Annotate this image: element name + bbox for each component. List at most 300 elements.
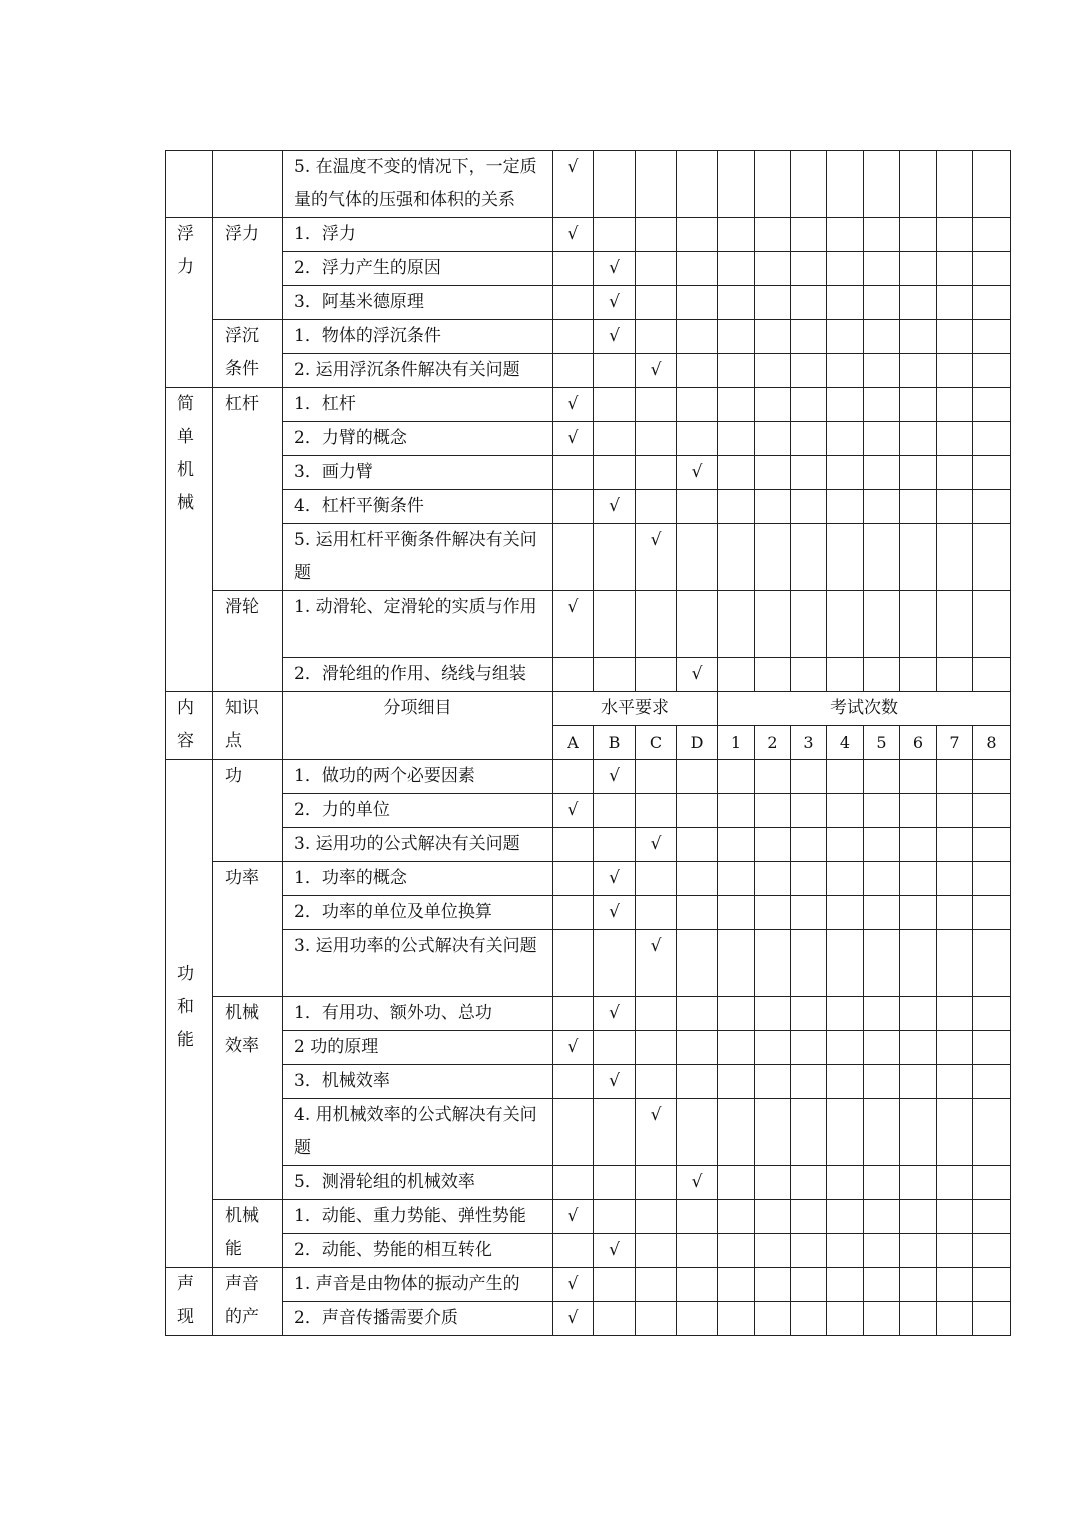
exam-3-cell [791,658,827,692]
check-mark: √ [567,1037,579,1057]
exam-6-cell [900,1031,937,1065]
exam-8-cell [973,828,1011,862]
item-cell: 1．做功的两个必要因素 [283,760,553,794]
level-b-cell [594,760,636,794]
exam-8-cell [973,1268,1011,1302]
exam-4-cell [827,862,864,896]
level-d-cell [677,490,718,524]
item-cell: 2．浮力产生的原因 [283,252,553,286]
item-cell: 2．力的单位 [283,794,553,828]
exam-3: 3 [791,726,827,760]
check-mark: √ [691,664,703,684]
exam-7-cell [937,828,973,862]
header-row [166,692,1011,726]
level-d-cell [677,456,718,490]
exam-7-cell [937,1166,973,1200]
exam-7-cell [937,286,973,320]
exam-1-cell [718,490,755,524]
level-d-cell [677,524,718,591]
level-b-cell [594,896,636,930]
check-mark: √ [567,224,579,244]
exam-8-cell [973,320,1011,354]
exam-6-cell [900,997,937,1031]
exam-1-cell [718,1031,755,1065]
exam-5-cell [864,252,900,286]
exam-8-cell [973,1031,1011,1065]
exam-3-cell [791,1200,827,1234]
check-mark: √ [567,394,579,414]
exam-7-cell [937,760,973,794]
exam-8-cell [973,930,1011,997]
exam-8-cell [973,524,1011,591]
content-cell [166,1268,213,1336]
level-d-cell [677,151,718,218]
exam-7-cell [937,218,973,252]
exam-5-cell [864,930,900,997]
check-mark: √ [609,496,620,516]
exam-3-cell [791,1166,827,1200]
exam-6-cell [900,1200,937,1234]
level-b-cell [594,354,636,388]
level-a-cell [553,354,594,388]
exam-1-cell [718,794,755,828]
level-b-cell [594,1031,636,1065]
level-d-cell [677,1166,718,1200]
content-cell [166,218,213,388]
exam-2-cell [755,1166,791,1200]
table-row [166,1268,1011,1302]
item-cell: 3. 运用功的公式解决有关问题 [283,828,553,862]
content-label: 简单机械 [177,394,194,513]
level-a-cell [553,252,594,286]
item-cell: 3. 运用功率的公式解决有关问题 [283,930,553,997]
exam-5-cell [864,1031,900,1065]
exam-7-cell [937,1200,973,1234]
exam-7-cell [937,997,973,1031]
exam-1: 1 [718,726,755,760]
item-cell: 5. 运用杠杆平衡条件解决有关问题 [283,524,553,591]
exam-7-cell [937,1099,973,1166]
exam-6-cell [900,1166,937,1200]
exam-4-cell [827,1234,864,1268]
level-c-cell [636,862,677,896]
header-content [166,692,213,760]
table-row [166,320,1011,354]
exam-6-cell [900,218,937,252]
check-mark: √ [609,1071,620,1091]
level-a-cell [553,760,594,794]
check-mark: √ [609,766,620,786]
exam-6-cell [900,896,937,930]
point-cell [213,1268,283,1336]
exam-8-cell [973,1234,1011,1268]
exam-8-cell [973,591,1011,658]
exam-7-cell [937,354,973,388]
exam-1-cell [718,286,755,320]
exam-7-cell [937,320,973,354]
exam-1-cell [718,930,755,997]
exam-1-cell [718,1166,755,1200]
level-a-cell [553,1234,594,1268]
level-b-cell [594,828,636,862]
level-c-cell [636,658,677,692]
exam-3-cell [791,997,827,1031]
item-cell: 3．画力臂 [283,456,553,490]
level-c-cell [636,1166,677,1200]
exam-8-cell [973,286,1011,320]
exam-8-cell [973,658,1011,692]
exam-4-cell [827,320,864,354]
exam-7-cell [937,1302,973,1336]
exam-4-cell [827,388,864,422]
exam-3-cell [791,388,827,422]
exam-4-cell [827,354,864,388]
exam-5-cell [864,794,900,828]
exam-3-cell [791,591,827,658]
level-c-cell [636,828,677,862]
table-row [166,1031,1011,1065]
item-cell: 1．杠杆 [283,388,553,422]
level-a-cell [553,997,594,1031]
exam-2-cell [755,1234,791,1268]
point-cell [213,1200,283,1268]
level-d-cell [677,1065,718,1099]
level-c-cell [636,320,677,354]
exam-2-cell [755,794,791,828]
check-mark: √ [650,360,662,380]
level-a-cell [553,1065,594,1099]
exam-4-cell [827,1268,864,1302]
level-b-cell [594,997,636,1031]
exam-4-cell [827,490,864,524]
level-c-cell [636,591,677,658]
exam-6-cell [900,794,937,828]
level-a-cell [553,1031,594,1065]
table-row [166,388,1011,422]
exam-2-cell [755,1031,791,1065]
level-d-cell [677,252,718,286]
level-b-cell [594,1065,636,1099]
exam-3-cell [791,286,827,320]
exam-6-cell [900,151,937,218]
exam-5-cell [864,862,900,896]
exam-8-cell [973,862,1011,896]
level-c-cell [636,422,677,456]
point-label: 声音的产 [225,1274,259,1327]
level-a-cell [553,862,594,896]
check-mark: √ [609,868,620,888]
exam-6-cell [900,658,937,692]
exam-8-cell [973,151,1011,218]
exam-7-cell [937,422,973,456]
exam-5-cell [864,591,900,658]
table-row [166,1099,1011,1166]
level-c-cell [636,1302,677,1336]
point-label: 浮力 [225,224,259,244]
exam-2-cell [755,760,791,794]
item-cell: 1．浮力 [283,218,553,252]
exam-5-cell [864,828,900,862]
level-b-cell [594,286,636,320]
level-b-cell [594,930,636,997]
level-a-cell [553,896,594,930]
exam-6-cell [900,1065,937,1099]
exam-6-cell [900,354,937,388]
exam-4-cell [827,658,864,692]
exam-8-cell [973,1302,1011,1336]
point-label: 功率 [225,868,259,888]
exam-6-cell [900,456,937,490]
point-cell [213,591,283,692]
item-cell: 4. 用机械效率的公式解决有关问题 [283,1099,553,1166]
item-cell: 3．阿基米德原理 [283,286,553,320]
header-point [213,692,283,760]
exam-5-cell [864,218,900,252]
exam-5-cell [864,760,900,794]
exam-8-cell [973,997,1011,1031]
item-cell: 1．物体的浮沉条件 [283,320,553,354]
exam-2-cell [755,388,791,422]
level-b: B [594,726,636,760]
level-d-cell [677,1268,718,1302]
level-d-cell [677,997,718,1031]
exam-6-cell [900,286,937,320]
level-b-cell [594,456,636,490]
exam-1-cell [718,354,755,388]
table-row [166,591,1011,658]
content-cell [166,760,213,1268]
point-cell [213,151,283,218]
exam-4-cell [827,1099,864,1166]
level-d-cell [677,862,718,896]
level-c-cell [636,1065,677,1099]
exam-3-cell [791,252,827,286]
exam-7-cell [937,862,973,896]
check-mark: √ [567,1274,579,1294]
content-label: 声现 [177,1274,194,1327]
exam-5-cell [864,456,900,490]
level-b-cell [594,862,636,896]
level-b-cell [594,490,636,524]
exam-3-cell [791,456,827,490]
exam-1-cell [718,320,755,354]
exam-7-cell [937,794,973,828]
item-cell: 2 功的原理 [283,1031,553,1065]
level-d-cell [677,591,718,658]
table-row [166,252,1011,286]
exam-5-cell [864,151,900,218]
exam-2-cell [755,1268,791,1302]
level-c-cell [636,151,677,218]
level-c-cell [636,1268,677,1302]
exam-4-cell [827,1200,864,1234]
exam-4-cell [827,997,864,1031]
exam-7-cell [937,658,973,692]
exam-8-cell [973,760,1011,794]
exam-3-cell [791,896,827,930]
table-row [166,997,1011,1031]
exam-4-cell [827,218,864,252]
exam-5-cell [864,997,900,1031]
level-b-cell [594,1234,636,1268]
table-row [166,490,1011,524]
exam-3-cell [791,490,827,524]
content-label: 功和能 [177,964,194,1050]
level-a-cell [553,388,594,422]
level-d-cell [677,828,718,862]
exam-5-cell [864,1234,900,1268]
exam-8-cell [973,456,1011,490]
exam-4-cell [827,524,864,591]
exam-1-cell [718,828,755,862]
exam-3-cell [791,1234,827,1268]
level-b-cell [594,591,636,658]
check-mark: √ [650,936,662,956]
level-a-cell [553,151,594,218]
exam-6-cell [900,388,937,422]
exam-7-cell [937,524,973,591]
exam-3-cell [791,151,827,218]
exam-7-cell [937,388,973,422]
level-a-cell [553,828,594,862]
point-cell [213,320,283,388]
exam-1-cell [718,1234,755,1268]
exam-2-cell [755,930,791,997]
table-row [166,1200,1011,1234]
exam-2-cell [755,1200,791,1234]
level-b-cell [594,1268,636,1302]
exam-5-cell [864,320,900,354]
exam-3-cell [791,354,827,388]
level-b-cell [594,794,636,828]
exam-6-cell [900,1268,937,1302]
level-c-cell [636,354,677,388]
exam-4-cell [827,456,864,490]
exam-4-cell [827,1302,864,1336]
level-a-cell [553,1099,594,1166]
exam-3-cell [791,1302,827,1336]
exam-1-cell [718,1200,755,1234]
exam-4-cell [827,591,864,658]
check-mark: √ [567,428,579,448]
exam-3-cell [791,828,827,862]
exam-2-cell [755,591,791,658]
check-mark: √ [567,597,579,617]
level-a-cell [553,794,594,828]
exam-1-cell [718,456,755,490]
item-cell: 1. 声音是由物体的振动产生的 [283,1268,553,1302]
level-d-cell [677,388,718,422]
level-b-cell [594,218,636,252]
exam-7-cell [937,252,973,286]
table-row [166,422,1011,456]
point-cell [213,218,283,320]
level-a-cell [553,456,594,490]
table-row [166,1234,1011,1268]
item-cell: 2. 运用浮沉条件解决有关问题 [283,354,553,388]
item-cell: 1. 动滑轮、定滑轮的实质与作用 [283,591,553,658]
exam-6-cell [900,1099,937,1166]
exam-2-cell [755,524,791,591]
content-cell [166,388,213,692]
level-d-cell [677,1302,718,1336]
exam-2-cell [755,456,791,490]
header-level: 水平要求 [553,692,718,726]
exam-3-cell [791,524,827,591]
exam-4-cell [827,828,864,862]
exam-5-cell [864,1268,900,1302]
exam-4-cell [827,151,864,218]
exam-1-cell [718,1268,755,1302]
exam-7-cell [937,1268,973,1302]
exam-4-cell [827,252,864,286]
check-mark: √ [650,1105,662,1125]
check-mark: √ [609,902,620,922]
exam-5-cell [864,490,900,524]
level-c-cell [636,218,677,252]
level-c-cell [636,252,677,286]
table-row [166,218,1011,252]
exam-3-cell [791,218,827,252]
point-label: 浮沉条件 [225,326,259,379]
exam-6-cell [900,828,937,862]
exam-6-cell [900,320,937,354]
check-mark: √ [609,1003,620,1023]
exam-6-cell [900,252,937,286]
level-c-cell [636,1099,677,1166]
exam-2: 2 [755,726,791,760]
exam-2-cell [755,1099,791,1166]
item-cell: 1．有用功、额外功、总功 [283,997,553,1031]
exam-2-cell [755,151,791,218]
level-d-cell [677,760,718,794]
exam-8: 8 [973,726,1011,760]
exam-1-cell [718,1302,755,1336]
level-c-cell [636,760,677,794]
exam-2-cell [755,218,791,252]
table-row [166,930,1011,997]
exam-6-cell [900,591,937,658]
exam-3-cell [791,1268,827,1302]
exam-1-cell [718,997,755,1031]
level-c-cell [636,456,677,490]
exam-5: 5 [864,726,900,760]
level-b-cell [594,524,636,591]
exam-8-cell [973,896,1011,930]
header-item: 分项细目 [283,692,553,760]
level-c-cell [636,388,677,422]
exam-2-cell [755,862,791,896]
check-mark: √ [691,462,703,482]
table-row [166,1302,1011,1336]
item-cell: 1．功率的概念 [283,862,553,896]
exam-7-cell [937,1234,973,1268]
exam-3-cell [791,862,827,896]
exam-6: 6 [900,726,937,760]
exam-8-cell [973,354,1011,388]
exam-4-cell [827,286,864,320]
exam-3-cell [791,760,827,794]
exam-2-cell [755,1302,791,1336]
table-row [166,1166,1011,1200]
table-body [166,151,1011,1336]
item-cell: 2．功率的单位及单位换算 [283,896,553,930]
item-cell: 5. 在温度不变的情况下，一定质量的气体的压强和体积的关系 [283,151,553,218]
level-a-cell [553,320,594,354]
table-row [166,828,1011,862]
knowledge-table [165,150,1011,1336]
level-b-cell [594,1200,636,1234]
